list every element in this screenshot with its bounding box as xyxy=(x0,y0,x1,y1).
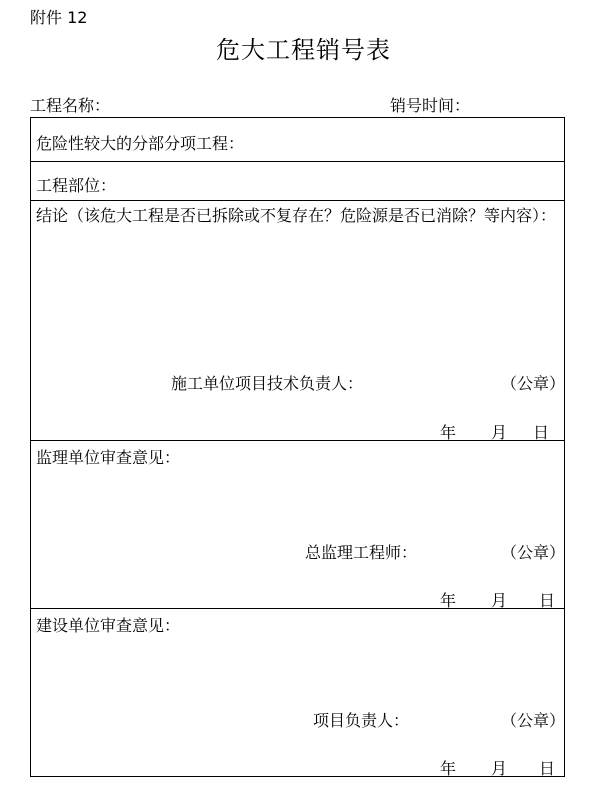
page-title: 危大工程销号表 xyxy=(216,36,391,64)
row-divider xyxy=(31,161,564,162)
month-label: 月 xyxy=(491,423,508,442)
day-label: 日 xyxy=(533,423,550,442)
year-label: 年 xyxy=(440,591,457,610)
row-divider xyxy=(31,200,564,201)
owner-opinion-label: 建设单位审查意见： xyxy=(36,616,181,635)
day-label: 日 xyxy=(539,759,556,778)
project-manager-label: 项目负责人： xyxy=(313,711,410,730)
day-label: 日 xyxy=(539,591,556,610)
project-name-label: 工程名称： xyxy=(30,96,111,115)
month-label: 月 xyxy=(491,759,508,778)
supervision-seal-label: （公章） xyxy=(501,543,566,562)
section-divider xyxy=(31,440,564,441)
owner-seal-label: （公章） xyxy=(501,711,566,730)
chief-supervisor-label: 总监理工程师： xyxy=(305,543,418,562)
year-label: 年 xyxy=(440,423,457,442)
closeout-time-label: 销号时间： xyxy=(390,96,471,115)
month-label: 月 xyxy=(491,591,508,610)
conclusion-label: 结论（该危大工程是否已拆除或不复存在？危险源是否已消除？等内容）： xyxy=(36,206,557,225)
section-divider xyxy=(31,608,564,609)
supervision-opinion-label: 监理单位审查意见： xyxy=(36,448,181,467)
subproject-label: 危险性较大的分部分项工程： xyxy=(36,134,245,153)
contractor-seal-label: （公章） xyxy=(501,374,566,393)
location-label: 工程部位： xyxy=(36,176,117,195)
attachment-label: 附件 12 xyxy=(30,8,88,27)
year-label: 年 xyxy=(440,759,457,778)
closeout-form-table xyxy=(30,117,565,777)
contractor-signer-label: 施工单位项目技术负责人： xyxy=(171,374,364,393)
